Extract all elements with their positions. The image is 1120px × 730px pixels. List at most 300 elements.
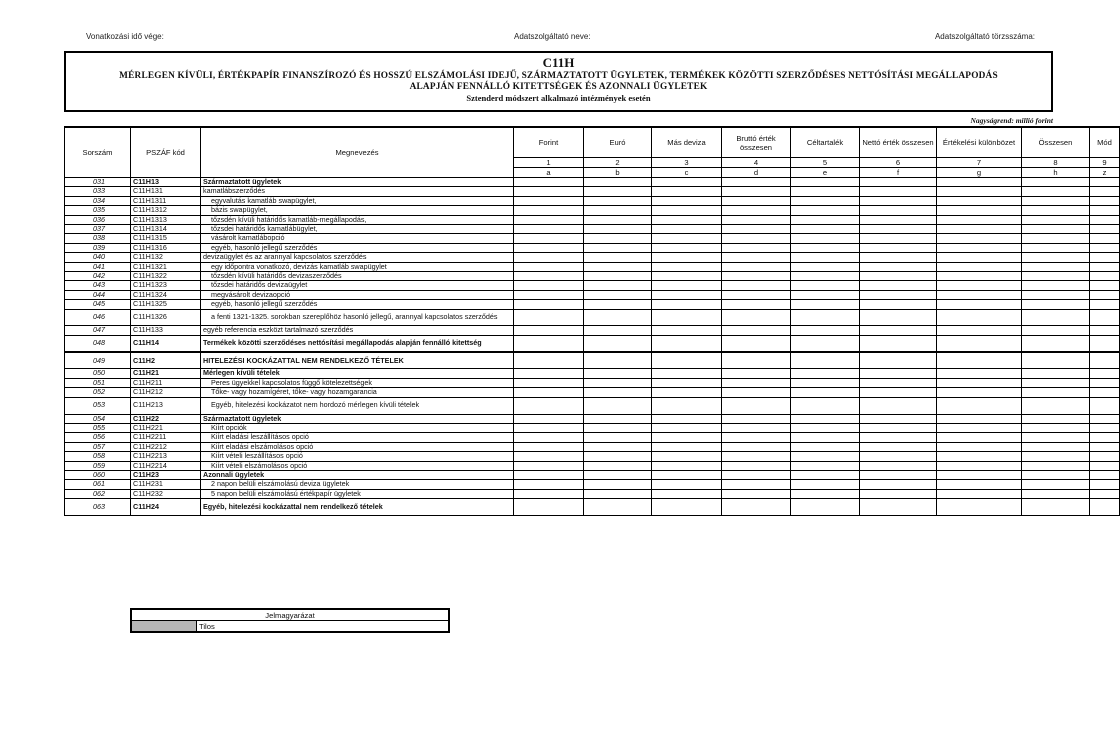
value-cell[interactable] <box>652 196 722 205</box>
value-cell[interactable] <box>860 352 937 369</box>
value-cell[interactable] <box>791 433 860 442</box>
value-cell[interactable] <box>860 196 937 205</box>
value-cell[interactable] <box>514 369 584 378</box>
value-cell[interactable] <box>584 243 652 252</box>
value-cell[interactable] <box>514 461 584 470</box>
col-header-value: Mód <box>1090 127 1120 158</box>
value-cell[interactable] <box>652 470 722 479</box>
value-cell[interactable] <box>584 225 652 234</box>
value-cell[interactable] <box>514 272 584 281</box>
value-cell[interactable] <box>652 300 722 309</box>
value-cell[interactable] <box>722 300 791 309</box>
value-cell[interactable] <box>514 378 584 387</box>
value-cell[interactable] <box>1090 272 1120 281</box>
value-cell[interactable] <box>860 187 937 196</box>
value-cell[interactable] <box>722 215 791 224</box>
value-cell[interactable] <box>937 499 1022 516</box>
value-cell[interactable] <box>722 489 791 498</box>
value-cell[interactable] <box>584 388 652 397</box>
value-cell[interactable] <box>937 290 1022 299</box>
value-cell[interactable] <box>860 225 937 234</box>
value-cell[interactable] <box>791 352 860 369</box>
value-cell[interactable] <box>860 178 937 187</box>
value-cell[interactable] <box>1022 423 1090 432</box>
value-cell[interactable] <box>1022 369 1090 378</box>
value-cell[interactable] <box>1022 281 1090 290</box>
value-cell[interactable] <box>1022 272 1090 281</box>
row-number: 036 <box>65 215 131 224</box>
value-cell[interactable] <box>860 489 937 498</box>
value-cell[interactable] <box>722 309 791 326</box>
value-cell[interactable] <box>1090 326 1120 335</box>
value-cell[interactable] <box>1090 470 1120 479</box>
value-cell[interactable] <box>722 433 791 442</box>
value-cell[interactable] <box>1022 378 1090 387</box>
value-cell[interactable] <box>722 335 791 352</box>
value-cell[interactable] <box>722 423 791 432</box>
value-cell[interactable] <box>584 423 652 432</box>
value-cell[interactable] <box>791 272 860 281</box>
value-cell[interactable] <box>584 369 652 378</box>
value-cell[interactable] <box>937 423 1022 432</box>
row-name: HITELEZÉSI KOCKÁZATTAL NEM RENDELKEZŐ TÉTELEK <box>201 352 514 369</box>
value-cell[interactable] <box>722 388 791 397</box>
col-header-pszaf-kod: PSZÁF kód <box>131 127 201 178</box>
value-cell[interactable] <box>1090 206 1120 215</box>
value-cell[interactable] <box>722 253 791 262</box>
value-cell[interactable] <box>860 253 937 262</box>
value-cell[interactable] <box>722 225 791 234</box>
value-cell[interactable] <box>584 499 652 516</box>
value-cell[interactable] <box>584 187 652 196</box>
value-cell[interactable] <box>1022 442 1090 451</box>
value-cell[interactable] <box>514 253 584 262</box>
value-cell[interactable] <box>652 262 722 271</box>
value-cell[interactable] <box>1090 196 1120 205</box>
value-cell[interactable] <box>860 423 937 432</box>
value-cell[interactable] <box>860 272 937 281</box>
value-cell[interactable] <box>937 196 1022 205</box>
value-cell[interactable] <box>1022 335 1090 352</box>
value-cell[interactable] <box>937 253 1022 262</box>
value-cell[interactable] <box>791 369 860 378</box>
value-cell[interactable] <box>860 206 937 215</box>
value-cell[interactable] <box>1022 262 1090 271</box>
value-cell[interactable] <box>722 326 791 335</box>
value-cell[interactable] <box>860 397 937 414</box>
value-cell[interactable] <box>652 290 722 299</box>
value-cell[interactable] <box>1090 309 1120 326</box>
value-cell[interactable] <box>937 326 1022 335</box>
value-cell[interactable] <box>514 262 584 271</box>
value-cell[interactable] <box>860 290 937 299</box>
value-cell[interactable] <box>791 452 860 461</box>
value-cell[interactable] <box>652 225 722 234</box>
value-cell[interactable] <box>1022 187 1090 196</box>
value-cell[interactable] <box>1090 480 1120 489</box>
value-cell[interactable] <box>937 433 1022 442</box>
value-cell[interactable] <box>722 452 791 461</box>
value-cell[interactable] <box>1090 414 1120 423</box>
value-cell[interactable] <box>652 309 722 326</box>
value-cell[interactable] <box>1090 388 1120 397</box>
value-cell[interactable] <box>652 253 722 262</box>
value-cell[interactable] <box>937 335 1022 352</box>
value-cell[interactable] <box>652 433 722 442</box>
value-cell[interactable] <box>514 442 584 451</box>
value-cell[interactable] <box>791 378 860 387</box>
value-cell[interactable] <box>514 388 584 397</box>
value-cell[interactable] <box>1022 352 1090 369</box>
value-cell[interactable] <box>860 414 937 423</box>
value-cell[interactable] <box>584 480 652 489</box>
value-cell[interactable] <box>1022 326 1090 335</box>
value-cell[interactable] <box>514 196 584 205</box>
table-row <box>65 326 1120 335</box>
value-cell[interactable] <box>937 206 1022 215</box>
row-name: 2 napon belüli elszámolású deviza ügyletek <box>201 480 514 489</box>
value-cell[interactable] <box>1090 215 1120 224</box>
value-cell[interactable] <box>722 262 791 271</box>
value-cell[interactable] <box>791 489 860 498</box>
value-cell[interactable] <box>937 397 1022 414</box>
value-cell[interactable] <box>722 272 791 281</box>
value-cell[interactable] <box>514 470 584 479</box>
value-cell[interactable] <box>860 309 937 326</box>
value-cell[interactable] <box>652 215 722 224</box>
value-cell[interactable] <box>1090 442 1120 451</box>
row-code: C11H1323 <box>131 281 201 290</box>
value-cell[interactable] <box>584 262 652 271</box>
value-cell[interactable] <box>584 433 652 442</box>
value-cell[interactable] <box>722 461 791 470</box>
table-row <box>65 234 1120 243</box>
value-cell[interactable] <box>722 470 791 479</box>
value-cell[interactable] <box>1090 335 1120 352</box>
value-cell[interactable] <box>791 290 860 299</box>
value-cell[interactable] <box>1022 414 1090 423</box>
value-cell[interactable] <box>652 206 722 215</box>
value-cell[interactable] <box>937 414 1022 423</box>
value-cell[interactable] <box>791 461 860 470</box>
value-cell[interactable] <box>584 470 652 479</box>
value-cell[interactable] <box>722 499 791 516</box>
value-cell[interactable] <box>791 281 860 290</box>
value-cell[interactable] <box>722 206 791 215</box>
value-cell[interactable] <box>1090 369 1120 378</box>
value-cell[interactable] <box>1022 290 1090 299</box>
value-cell[interactable] <box>584 234 652 243</box>
value-cell[interactable] <box>652 423 722 432</box>
value-cell[interactable] <box>652 388 722 397</box>
value-cell[interactable] <box>584 196 652 205</box>
value-cell[interactable] <box>1090 290 1120 299</box>
value-cell[interactable] <box>1090 225 1120 234</box>
value-cell[interactable] <box>860 378 937 387</box>
value-cell[interactable] <box>722 378 791 387</box>
value-cell[interactable] <box>584 281 652 290</box>
value-cell[interactable] <box>652 397 722 414</box>
value-cell[interactable] <box>584 206 652 215</box>
value-cell[interactable] <box>937 470 1022 479</box>
value-cell[interactable] <box>791 442 860 451</box>
value-cell[interactable] <box>1090 489 1120 498</box>
value-cell[interactable] <box>1022 243 1090 252</box>
value-cell[interactable] <box>791 423 860 432</box>
value-cell[interactable] <box>584 489 652 498</box>
value-cell[interactable] <box>1090 378 1120 387</box>
value-cell[interactable] <box>514 309 584 326</box>
value-cell[interactable] <box>652 178 722 187</box>
value-cell[interactable] <box>652 352 722 369</box>
value-cell[interactable] <box>937 234 1022 243</box>
value-cell[interactable] <box>1090 433 1120 442</box>
table-row <box>65 300 1120 309</box>
value-cell[interactable] <box>652 369 722 378</box>
value-cell[interactable] <box>937 489 1022 498</box>
value-cell[interactable] <box>937 442 1022 451</box>
value-cell[interactable] <box>1022 225 1090 234</box>
value-cell[interactable] <box>791 326 860 335</box>
value-cell[interactable] <box>652 335 722 352</box>
value-cell[interactable] <box>1090 499 1120 516</box>
value-cell[interactable] <box>1090 187 1120 196</box>
value-cell[interactable] <box>791 335 860 352</box>
value-cell[interactable] <box>584 309 652 326</box>
value-cell[interactable] <box>1022 388 1090 397</box>
value-cell[interactable] <box>791 206 860 215</box>
value-cell[interactable] <box>791 470 860 479</box>
value-cell[interactable] <box>860 335 937 352</box>
value-cell[interactable] <box>584 442 652 451</box>
value-cell[interactable] <box>514 326 584 335</box>
value-cell[interactable] <box>791 225 860 234</box>
value-cell[interactable] <box>791 414 860 423</box>
value-cell[interactable] <box>1022 206 1090 215</box>
value-cell[interactable] <box>514 178 584 187</box>
value-cell[interactable] <box>722 480 791 489</box>
value-cell[interactable] <box>1022 397 1090 414</box>
value-cell[interactable] <box>652 489 722 498</box>
value-cell[interactable] <box>791 388 860 397</box>
value-cell[interactable] <box>652 234 722 243</box>
value-cell[interactable] <box>514 352 584 369</box>
value-cell[interactable] <box>937 461 1022 470</box>
value-cell[interactable] <box>722 397 791 414</box>
value-cell[interactable] <box>860 499 937 516</box>
value-cell[interactable] <box>1090 352 1120 369</box>
value-cell[interactable] <box>937 178 1022 187</box>
value-cell[interactable] <box>584 461 652 470</box>
value-cell[interactable] <box>1090 178 1120 187</box>
value-cell[interactable] <box>1090 234 1120 243</box>
value-cell[interactable] <box>1090 397 1120 414</box>
value-cell[interactable] <box>514 215 584 224</box>
value-cell[interactable] <box>1022 178 1090 187</box>
value-cell[interactable] <box>652 378 722 387</box>
value-cell[interactable] <box>937 281 1022 290</box>
value-cell[interactable] <box>584 272 652 281</box>
value-cell[interactable] <box>652 442 722 451</box>
value-cell[interactable] <box>1022 470 1090 479</box>
value-cell[interactable] <box>722 178 791 187</box>
value-cell[interactable] <box>584 326 652 335</box>
value-cell[interactable] <box>791 215 860 224</box>
value-cell[interactable] <box>791 196 860 205</box>
value-cell[interactable] <box>1022 433 1090 442</box>
value-cell[interactable] <box>860 452 937 461</box>
value-cell[interactable] <box>514 452 584 461</box>
value-cell[interactable] <box>791 300 860 309</box>
value-cell[interactable] <box>652 187 722 196</box>
value-cell[interactable] <box>1090 243 1120 252</box>
value-cell[interactable] <box>722 352 791 369</box>
value-cell[interactable] <box>514 423 584 432</box>
value-cell[interactable] <box>584 300 652 309</box>
value-cell[interactable] <box>1090 262 1120 271</box>
value-cell[interactable] <box>652 480 722 489</box>
value-cell[interactable] <box>937 480 1022 489</box>
value-cell[interactable] <box>514 225 584 234</box>
value-cell[interactable] <box>652 326 722 335</box>
value-cell[interactable] <box>791 309 860 326</box>
value-cell[interactable] <box>791 262 860 271</box>
value-cell[interactable] <box>1090 461 1120 470</box>
value-cell[interactable] <box>937 225 1022 234</box>
value-cell[interactable] <box>791 480 860 489</box>
value-cell[interactable] <box>860 234 937 243</box>
value-cell[interactable] <box>514 397 584 414</box>
value-cell[interactable] <box>937 388 1022 397</box>
value-cell[interactable] <box>584 253 652 262</box>
value-cell[interactable] <box>1022 309 1090 326</box>
value-cell[interactable] <box>514 234 584 243</box>
value-cell[interactable] <box>1022 489 1090 498</box>
value-cell[interactable] <box>514 499 584 516</box>
value-cell[interactable] <box>937 272 1022 281</box>
value-cell[interactable] <box>584 178 652 187</box>
value-cell[interactable] <box>514 480 584 489</box>
value-cell[interactable] <box>652 452 722 461</box>
value-cell[interactable] <box>722 369 791 378</box>
value-cell[interactable] <box>937 369 1022 378</box>
value-cell[interactable] <box>514 290 584 299</box>
value-cell[interactable] <box>860 243 937 252</box>
value-cell[interactable] <box>514 187 584 196</box>
value-cell[interactable] <box>1090 452 1120 461</box>
value-cell[interactable] <box>860 388 937 397</box>
value-cell[interactable] <box>937 215 1022 224</box>
value-cell[interactable] <box>722 187 791 196</box>
value-cell[interactable] <box>791 187 860 196</box>
value-cell[interactable] <box>514 335 584 352</box>
value-cell[interactable] <box>1022 196 1090 205</box>
value-cell[interactable] <box>1090 253 1120 262</box>
value-cell[interactable] <box>722 414 791 423</box>
value-cell[interactable] <box>1022 253 1090 262</box>
value-cell[interactable] <box>937 452 1022 461</box>
value-cell[interactable] <box>652 499 722 516</box>
value-cell[interactable] <box>722 243 791 252</box>
value-cell[interactable] <box>1022 480 1090 489</box>
value-cell[interactable] <box>652 281 722 290</box>
value-cell[interactable] <box>652 272 722 281</box>
value-cell[interactable] <box>584 397 652 414</box>
value-cell[interactable] <box>1022 215 1090 224</box>
value-cell[interactable] <box>860 461 937 470</box>
value-cell[interactable] <box>860 215 937 224</box>
value-cell[interactable] <box>584 452 652 461</box>
value-cell[interactable] <box>860 369 937 378</box>
value-cell[interactable] <box>1022 461 1090 470</box>
row-number: 061 <box>65 480 131 489</box>
value-cell[interactable] <box>937 187 1022 196</box>
value-cell[interactable] <box>1022 452 1090 461</box>
value-cell[interactable] <box>514 489 584 498</box>
value-cell[interactable] <box>791 178 860 187</box>
value-cell[interactable] <box>1090 300 1120 309</box>
value-cell[interactable] <box>722 442 791 451</box>
value-cell[interactable] <box>791 253 860 262</box>
value-cell[interactable] <box>1090 423 1120 432</box>
row-name: Mérlegen kívüli tételek <box>201 369 514 378</box>
value-cell[interactable] <box>722 290 791 299</box>
value-cell[interactable] <box>791 397 860 414</box>
value-cell[interactable] <box>860 262 937 271</box>
value-cell[interactable] <box>860 480 937 489</box>
value-cell[interactable] <box>937 378 1022 387</box>
value-cell[interactable] <box>791 243 860 252</box>
value-cell[interactable] <box>722 234 791 243</box>
row-number: 041 <box>65 262 131 271</box>
value-cell[interactable] <box>652 243 722 252</box>
value-cell[interactable] <box>937 309 1022 326</box>
value-cell[interactable] <box>1022 300 1090 309</box>
value-cell[interactable] <box>937 262 1022 271</box>
value-cell[interactable] <box>1022 499 1090 516</box>
value-cell[interactable] <box>860 442 937 451</box>
value-cell[interactable] <box>937 243 1022 252</box>
value-cell[interactable] <box>584 414 652 423</box>
value-cell[interactable] <box>584 290 652 299</box>
value-cell[interactable] <box>652 414 722 423</box>
value-cell[interactable] <box>514 281 584 290</box>
value-cell[interactable] <box>722 281 791 290</box>
value-cell[interactable] <box>860 470 937 479</box>
value-cell[interactable] <box>722 196 791 205</box>
value-cell[interactable] <box>514 300 584 309</box>
value-cell[interactable] <box>514 414 584 423</box>
value-cell[interactable] <box>860 326 937 335</box>
value-cell[interactable] <box>791 499 860 516</box>
value-cell[interactable] <box>860 300 937 309</box>
value-cell[interactable] <box>584 378 652 387</box>
value-cell[interactable] <box>584 352 652 369</box>
value-cell[interactable] <box>584 335 652 352</box>
value-cell[interactable] <box>937 352 1022 369</box>
value-cell[interactable] <box>514 243 584 252</box>
value-cell[interactable] <box>1090 281 1120 290</box>
value-cell[interactable] <box>514 433 584 442</box>
value-cell[interactable] <box>584 215 652 224</box>
value-cell[interactable] <box>937 300 1022 309</box>
value-cell[interactable] <box>860 281 937 290</box>
value-cell[interactable] <box>652 461 722 470</box>
value-cell[interactable] <box>791 234 860 243</box>
value-cell[interactable] <box>860 433 937 442</box>
value-cell[interactable] <box>1022 234 1090 243</box>
value-cell[interactable] <box>514 206 584 215</box>
